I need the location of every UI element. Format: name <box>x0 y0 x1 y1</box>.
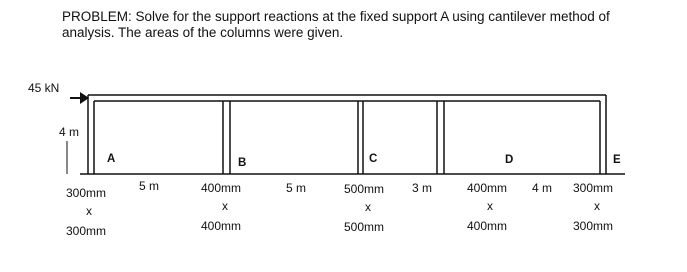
column-e-area-bottom: 300mm <box>573 219 614 233</box>
column-b-area-top: 400mm <box>201 181 242 195</box>
column-d-area-top: 400mm <box>467 181 508 195</box>
span-de: 4 m <box>532 181 553 195</box>
column-c-area-bottom: 500mm <box>344 220 385 234</box>
column-b-area-bottom: 400mm <box>201 219 242 233</box>
column-a-area-bottom: 300mm <box>66 224 107 238</box>
column-label-c: C <box>369 153 378 165</box>
column-e <box>600 95 606 174</box>
column-b <box>223 101 230 174</box>
column-label-a: A <box>107 153 116 165</box>
column-label-b: B <box>238 157 247 169</box>
column-d <box>437 101 444 174</box>
problem-line-2: analysis. The areas of the columns were given. <box>62 25 344 40</box>
columns <box>88 95 606 174</box>
column-label-e: E <box>613 154 621 166</box>
column-c-area-top: 500mm <box>344 182 385 196</box>
column-a-area-top: 300mm <box>66 186 107 200</box>
load-label: 45 kN <box>28 81 60 95</box>
column-e-area-top: 300mm <box>573 181 614 195</box>
column-e-times: x <box>594 199 600 213</box>
column-label-d: D <box>505 154 514 166</box>
column-a <box>88 95 94 174</box>
load-arrow <box>70 92 89 104</box>
span-ab: 5 m <box>139 179 160 193</box>
column-d-area-bottom: 400mm <box>467 219 508 233</box>
column-c <box>358 101 363 174</box>
column-c-times: x <box>365 200 371 214</box>
column-d-times: x <box>487 199 493 213</box>
beam <box>88 95 606 101</box>
span-bc: 5 m <box>286 181 307 195</box>
column-a-times: x <box>86 204 92 218</box>
column-b-times: x <box>222 199 228 213</box>
problem-line-1: PROBLEM: Solve for the support reactions at the fixed support A using cantilever method of <box>62 9 610 24</box>
span-cd: 3 m <box>412 181 433 195</box>
story-height-label: 4 m <box>59 125 80 139</box>
